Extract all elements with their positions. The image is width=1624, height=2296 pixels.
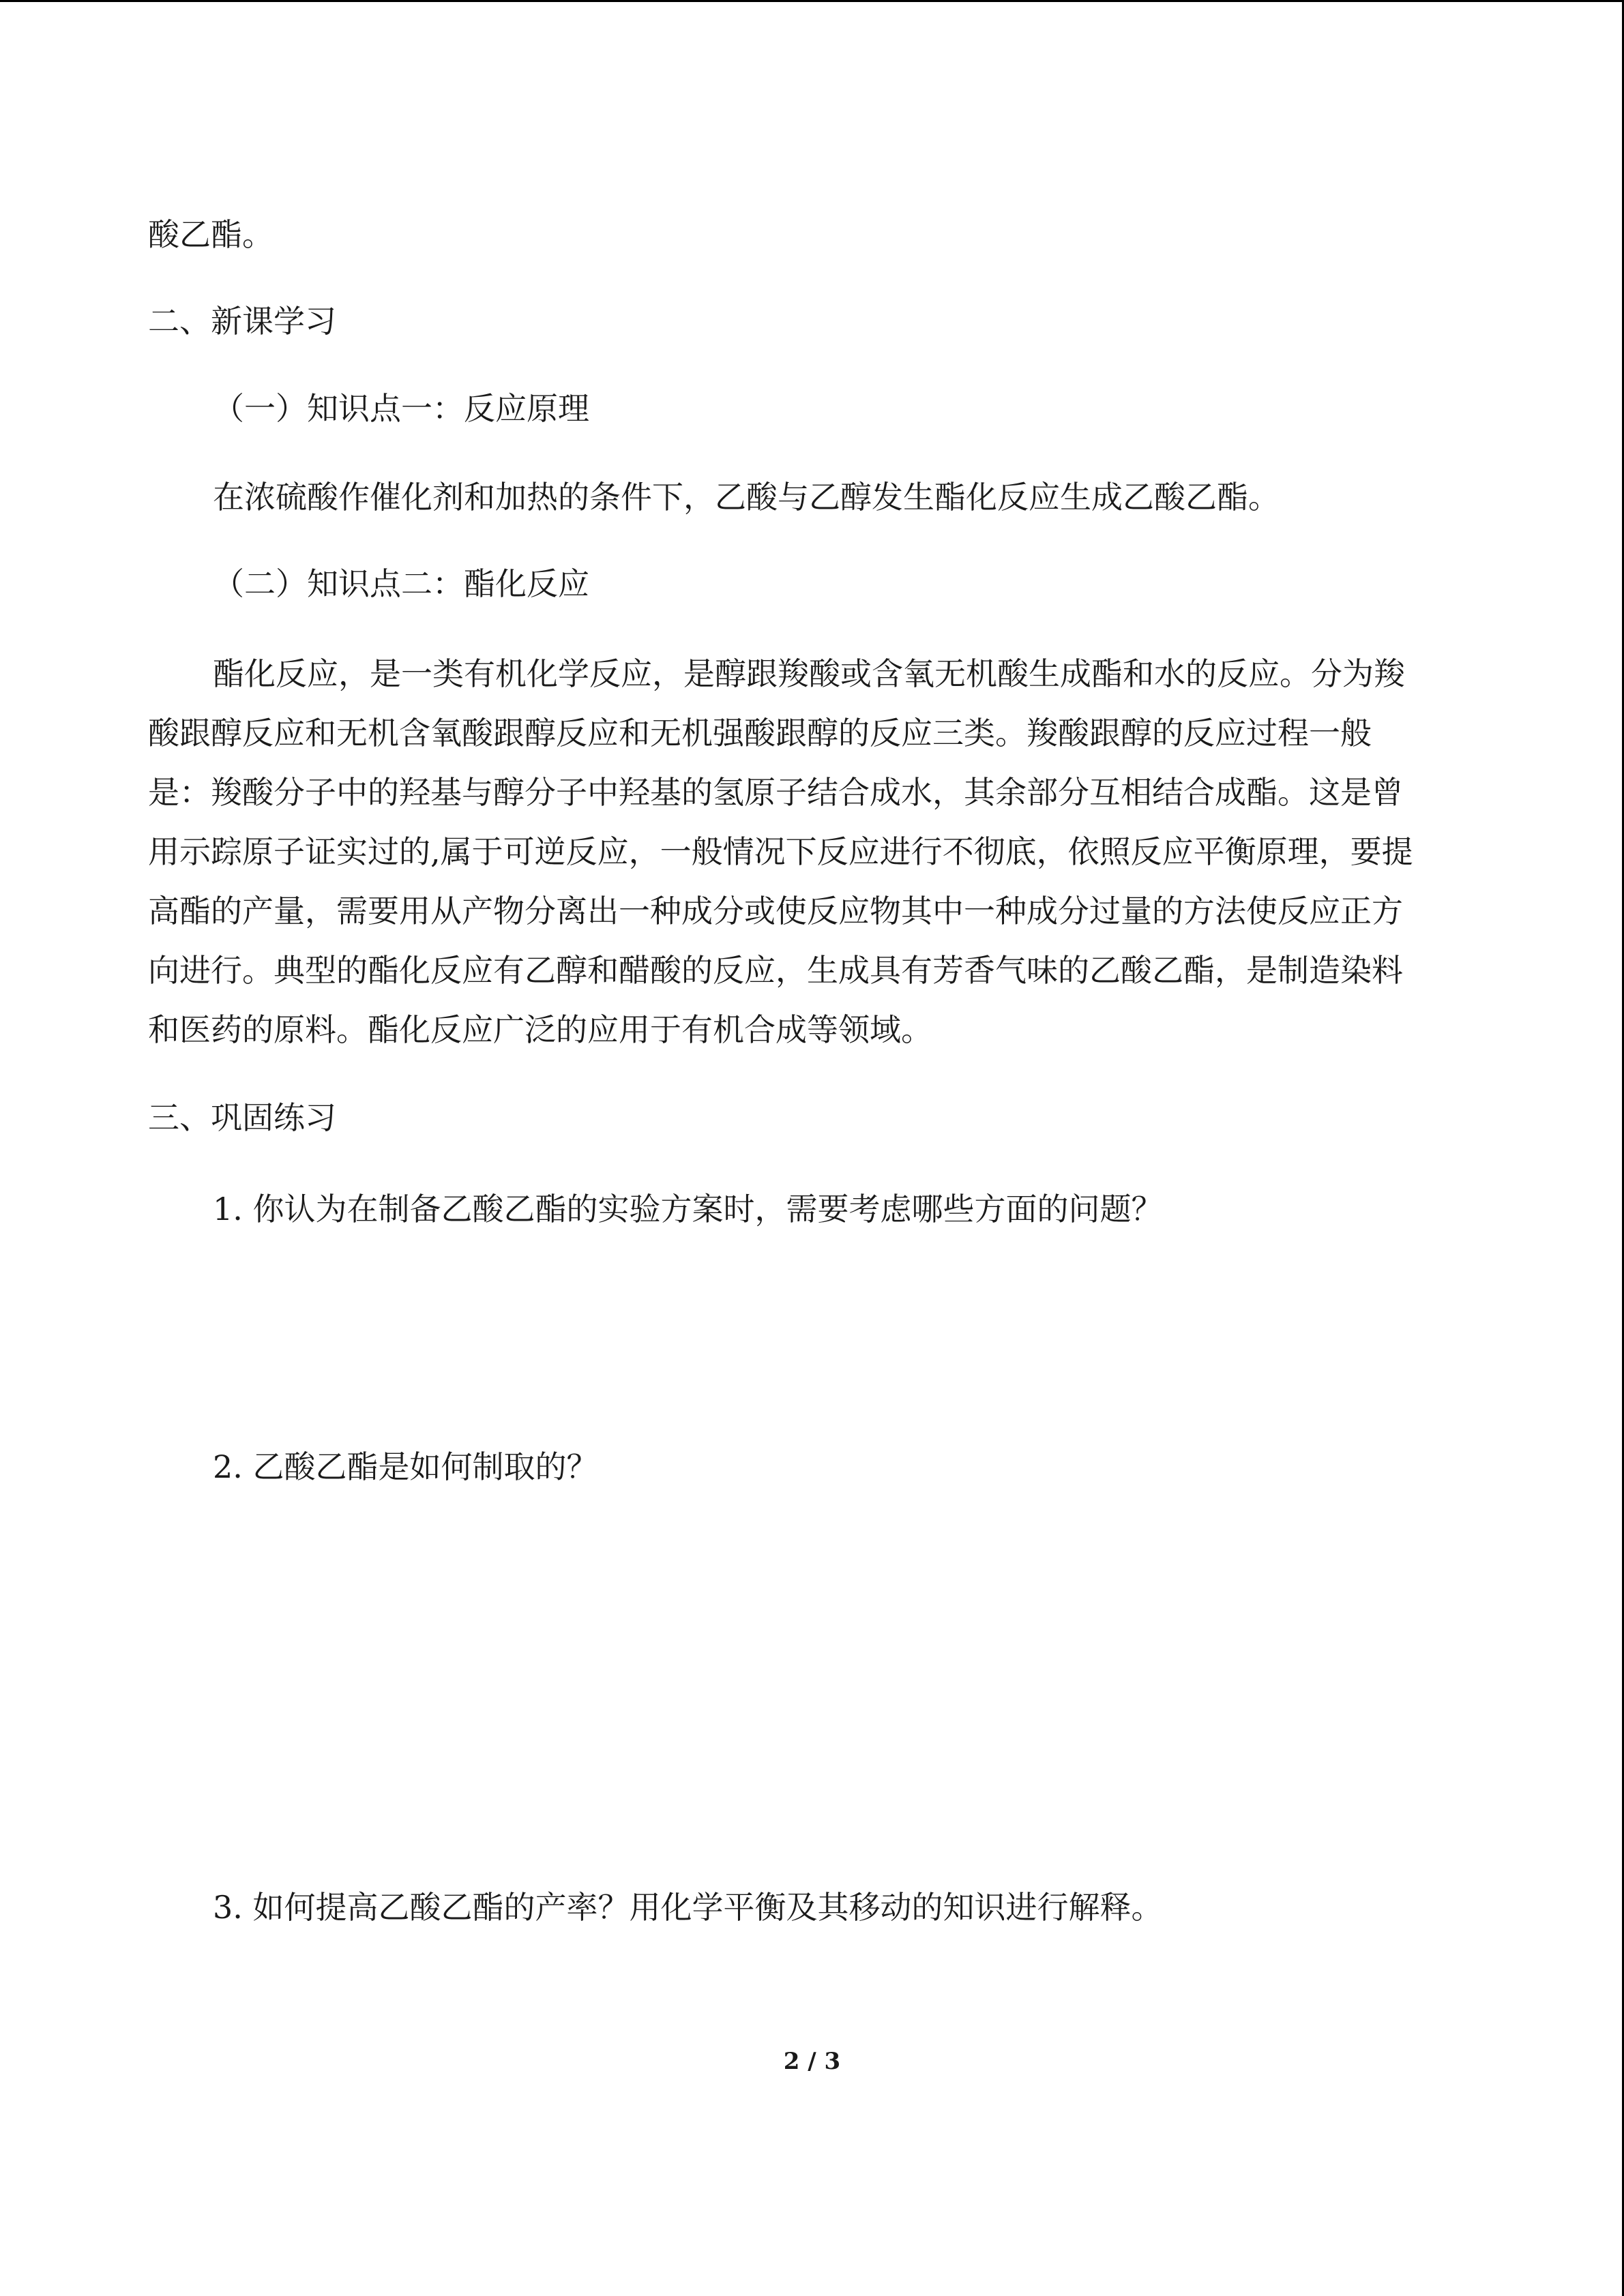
paragraph-line: 高酯的产量，需要用从产物分离出一种成分或使反应物其中一种成分过量的方法使反应正方: [148, 893, 1403, 929]
paragraph-line: 用示踪原子证实过的,属于可逆反应，一般情况下反应进行不彻底，依照反应平衡原理，要提: [148, 833, 1413, 870]
paragraph-line: 向进行。典型的酯化反应有乙醇和醋酸的反应，生成具有芳香气味的乙酸乙酯，是制造染料: [148, 952, 1403, 989]
page-number: 2 / 3: [783, 2048, 841, 2075]
paragraph-line: 酯化反应，是一类有机化学反应，是醇跟羧酸或含氧无机酸生成酯和水的反应。分为羧: [213, 655, 1405, 692]
text-line-continuation: 酸乙酯。: [148, 216, 274, 253]
paragraph-line: 酸跟醇反应和无机含氧酸跟醇反应和无机强酸跟醇的反应三类。羧酸跟醇的反应过程一般: [148, 715, 1372, 751]
section-heading-new-lesson: 二、新课学习: [148, 303, 336, 340]
paragraph-line: 和医药的原料。酯化反应广泛的应用于有机合成等领域。: [148, 1011, 932, 1048]
question-2: 2. 乙酸乙酯是如何制取的？: [213, 1448, 598, 1485]
reaction-principle-text: 在浓硫酸作催化剂和加热的条件下，乙酸与乙醇发生酯化反应生成乙酸乙酯。: [213, 479, 1280, 516]
question-3: 3. 如何提高乙酸乙酯的产率？用化学平衡及其移动的知识进行解释。: [213, 1889, 1163, 1926]
subheading-knowledge-point-2: （二）知识点二：酯化反应: [213, 565, 589, 602]
paragraph-line: 是：羧酸分子中的羟基与醇分子中羟基的氢原子结合成水，其余部分互相结合成酯。这是曾: [148, 774, 1403, 811]
question-1: 1. 你认为在制备乙酸乙酯的实验方案时，需要考虑哪些方面的问题？: [213, 1191, 1163, 1227]
page-border-top: [0, 0, 1624, 2]
section-heading-practice: 三、巩固练习: [148, 1099, 336, 1136]
subheading-knowledge-point-1: （一）知识点一：反应原理: [213, 390, 589, 427]
